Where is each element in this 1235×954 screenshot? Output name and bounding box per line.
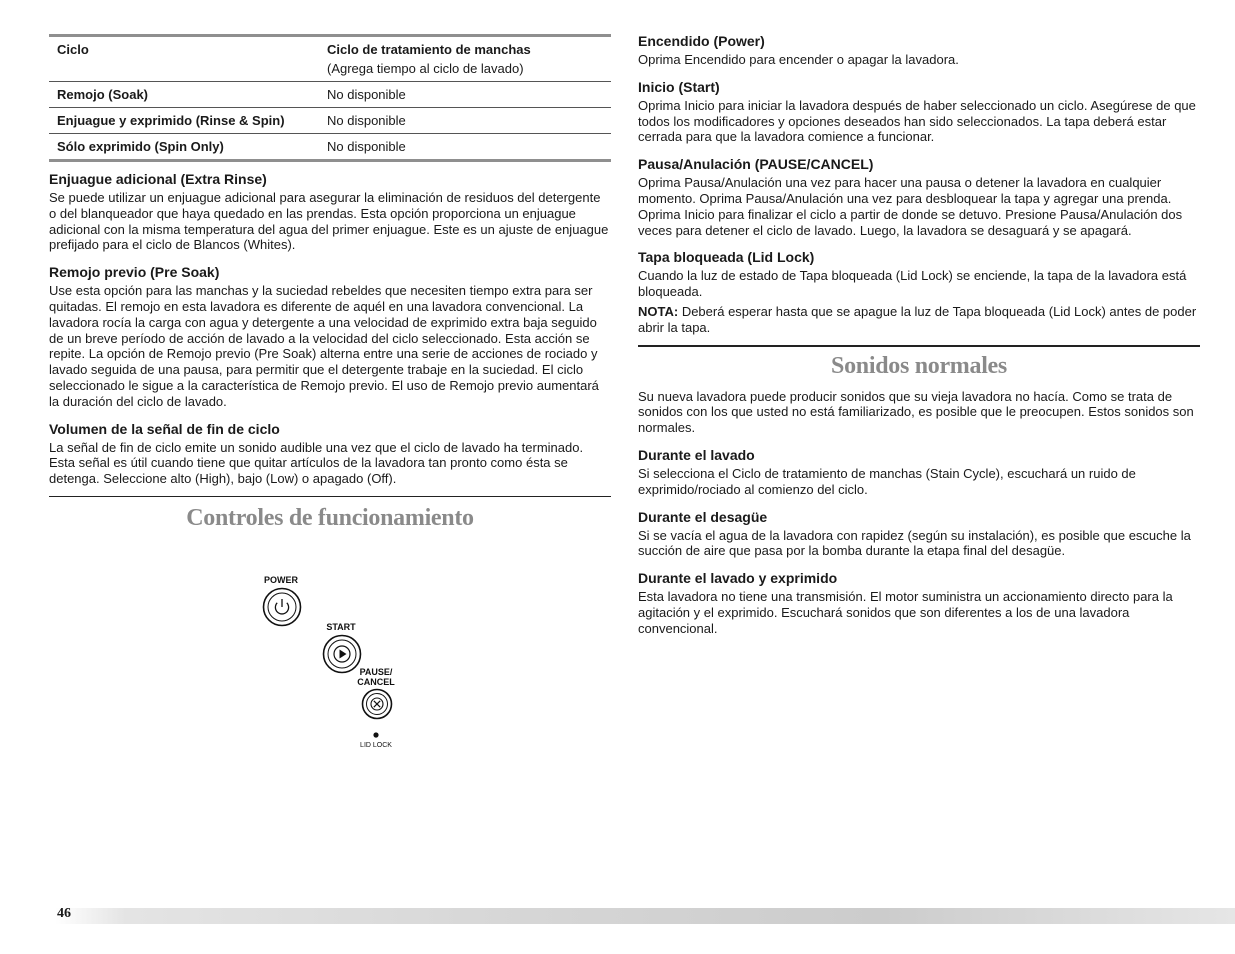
table-header-stain-note: (Agrega tiempo al ciclo de lavado) [327,61,524,76]
section-body: Si selecciona el Ciclo de tratamiento de manchas (Stain Cycle), escuchará un ruido de exprimido/rociado al comienzo del ciclo. [638,465,1136,497]
power-label: POWER [263,575,298,585]
section-body: Cuando la luz de estado de Tapa bloqueada (Lid Lock) se enciende, la tapa de la lavadora está bloqueada. [638,268,1187,300]
section-body: Si se vacía el agua de la lavadora con rapidez (según su instalación), es posible que escuche la succión de aire que pasa por la bomba durante la etapa final del desagüe. [638,527,1191,559]
section-title: Encendido (Power) [638,33,765,49]
section-power [638,32,1200,68]
section-body: Oprima Inicio para iniciar la lavadora después de haber seleccionado un ciclo. Asegúrese de que todos los modificadores y opciones deseados han sido seleccionados. La tapa deberá estar cerrada para que la lavadora comience a funcionar. [638,97,1196,145]
right-column [638,32,1200,637]
page-number: 46 [57,906,71,921]
section-body: Se puede utilizar un enjuague adicional para asegurar la eliminación de residuos del detergente o del blanqueador que haya quedado en las prendas. Esta opción proporciona un enjuague adicional con la misma temperatura del agua del primer enjuague. Este es un ajuste de enjuague prefijado para el ciclo de Blancos (Whites). [49,190,609,253]
lid-lock-note [638,304,1200,336]
left-column [49,34,611,533]
power-icon [262,587,302,627]
table-cell-cycle: Remojo (Soak) [49,82,319,108]
section-body: Oprima Pausa/Anulación una vez para hacer una pausa o detener la lavadora en cualquier momento. Oprima Pausa/Anulación una vez para desbloquear la tapa y agregar una prenda. Oprima Inicio para finalizar el ciclo a partir de donde se detuvo. Presione Pausa/Anulación dos veces para detener el ciclo de lavado. Luego, la lavadora se desaguará y se apagará. [638,175,1183,238]
table-row [49,108,611,134]
indicator-light-icon [372,731,380,739]
table-row [49,82,611,108]
section-title: Durante el lavado y exprimido [638,570,838,587]
table-header-stain [319,36,611,82]
section-title: Volumen de la señal de fin de ciclo [49,420,280,437]
table-cell-value: No disponible [319,82,611,108]
cancel-x-icon [361,688,393,720]
table-header-stain-title: Ciclo de tratamiento de manchas [327,42,531,57]
section-body: Use esta opción para las manchas y la suciedad rebeldes que necesiten tiempo extra para ser quitadas. El remojo en esta lavadora es diferente de aquél en una lavadora convencional. La lavadora rocía la carga con agua y detergente a una velocidad de exprimido extra baja seguido de un breve período de acción de lavado a la velocidad del ciclo seleccionado. Esta acción se repite. La opción de Remojo previo (Pre Soak) alterna entre una serie de acciones de rociado y lavado seguida de una pausa, para permitir que el detergente trabaje en la suciedad. El ciclo seleccionado le sigue a la característica de Remojo previo. El uso de Remojo previo aumentará la duración del ciclo de lavado. [49,283,599,409]
lid-lock-label: LID LOCK [360,742,392,749]
pause-label-line1: PAUSE/ [359,667,393,677]
note-label: NOTA: [638,303,679,319]
section-title: Durante el desagüe [638,508,768,525]
section-title: Inicio (Start) [638,78,720,95]
table-cell-cycle: Enjuague y exprimido (Rinse & Spin) [49,108,319,134]
section-body: La señal de fin de ciclo emite un sonido audible una vez que el ciclo de lavado ha terminado. Esta señal es útil cuando tiene que quitar artículos de la lavadora tan pronto como ésta se detenga. Seleccione alto (High), bajo (Low) o apagado (Off). [49,439,584,487]
table-cell-value: No disponible [319,134,611,161]
table-row [49,134,611,161]
pause-cancel-label [350,667,402,687]
table-cell-value: No disponible [319,108,611,134]
section-end-signal [49,420,611,487]
sounds-intro: Su nueva lavadora puede producir sonidos que su vieja lavadora no hacía. Como se trata de sonidos con los que usted no está familiarizado, es posible que le preocupen. Estos sonidos son normales. [638,388,1194,436]
section-title: Enjuague adicional (Extra Rinse) [49,171,267,187]
section-during-drain [638,508,1200,560]
section-body: Oprima Encendido para encender o apagar la lavadora. [638,52,959,67]
section-title: Tapa bloqueada (Lid Lock) [638,249,815,266]
section-title: Durante el lavado [638,446,755,463]
section-lid-lock [638,248,1200,335]
section-pre-soak [49,263,611,409]
section-extra-rinse [49,170,611,253]
table-header-row [49,36,611,82]
section-start [638,78,1200,145]
note-text: Deberá esperar hasta que se apague la luz de Tapa bloqueada (Lid Lock) antes de poder abrir la tapa. [638,303,1197,335]
controls-heading: Controles de funcionamiento [186,504,474,531]
section-body: Esta lavadora no tiene una transmisión. El motor suministra un accionamiento directo para la agitación y el exprimido. Escuchará sonidos que son diferentes a los de una lavadora convencional. [638,589,1173,636]
section-title: Pausa/Anulación (PAUSE/CANCEL) [638,156,874,173]
cycle-table [49,34,611,162]
pause-label-line2: CANCEL [357,677,395,687]
section-title: Remojo previo (Pre Soak) [49,264,220,281]
table-cell-cycle: Sólo exprimido (Spin Only) [49,134,319,161]
divider [638,345,1200,347]
start-label: START [326,622,356,632]
section-pause-cancel [638,155,1200,238]
divider [49,496,611,497]
table-header-cycle: Ciclo [57,42,89,57]
section-wash-spin [638,569,1200,636]
footer-bar [55,908,1235,924]
sounds-heading: Sonidos normales [831,352,1007,379]
section-during-wash [638,446,1200,498]
